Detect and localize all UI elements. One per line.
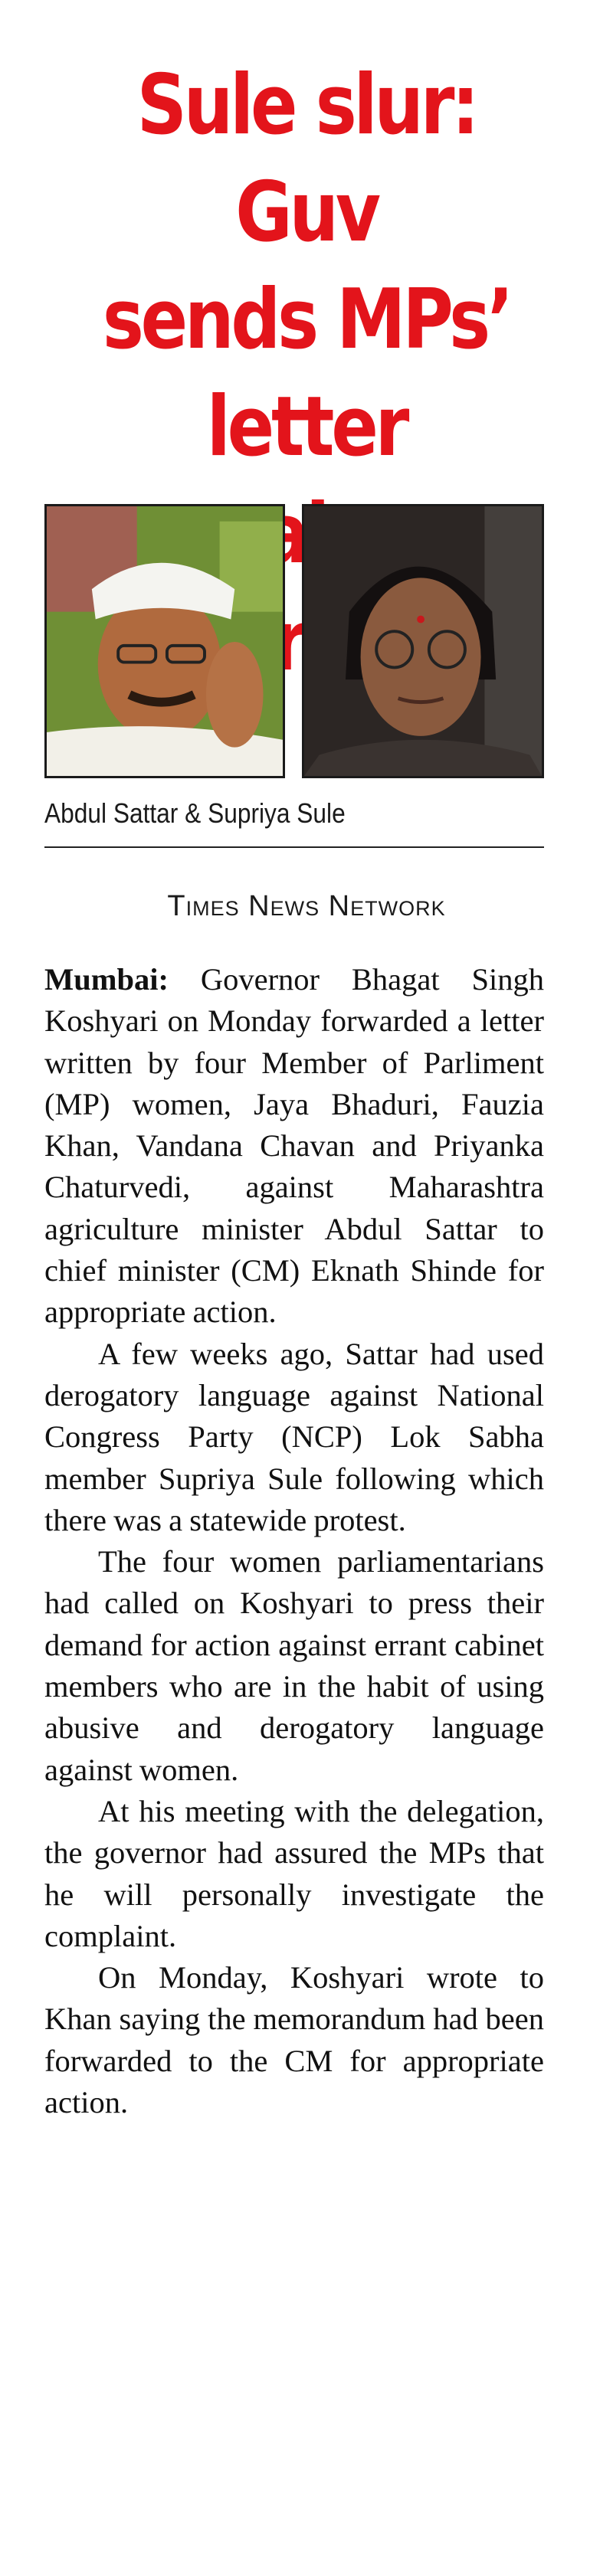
caption-divider (44, 846, 544, 848)
headline-line: letter (206, 379, 407, 475)
photo-caption: Abdul Sattar & Supriya Sule (44, 797, 346, 829)
byline: Times News Network (167, 890, 446, 922)
article-paragraph (44, 959, 544, 1334)
photo-supriya-sule (302, 504, 544, 778)
article-paragraph: A few weeks ago, Sattar had used derogatory language against National Congress Party (NCP) Lok Sabha member Supriya Sule following which there was a statewide protest. (44, 1336, 544, 1537)
paragraph-text: Governor Bhagat Singh Koshyari on Monday forwarded a letter written by four Member of Parliment (MP) women, Jaya Bhaduri, Fauzia Khan, Vandana Chavan and Priyanka Chaturvedi, against Maharashtra agriculture minister Abdul Sattar to chief minister (CM) Eknath Shinde for appropriate action. (44, 962, 544, 1330)
article-paragraph: At his meeting with the delegation, the governor had assured the MPs that he will personally investigate the complaint. (44, 1793, 544, 1953)
article-paragraph: The four women parliamentarians had called on Koshyari to press their demand for action against errant cabinet members who are in the habit of using abusive and derogatory language against women. (44, 1544, 544, 1787)
woman-with-glasses-photo (304, 506, 542, 776)
article-paragraph: On Monday, Koshyari wrote to Khan saying the memorandum had been forwarded to the CM for appropriate action. (44, 1960, 544, 2120)
photo-pair (44, 504, 544, 778)
dateline: Mumbai: (44, 962, 169, 997)
photo-abdul-sattar (44, 504, 285, 778)
headline-line: Sule slur: Guv (136, 57, 477, 260)
headline-line: sends MPs’ (102, 272, 511, 368)
article-body (44, 959, 544, 2123)
man-in-white-cap-photo (47, 506, 283, 776)
